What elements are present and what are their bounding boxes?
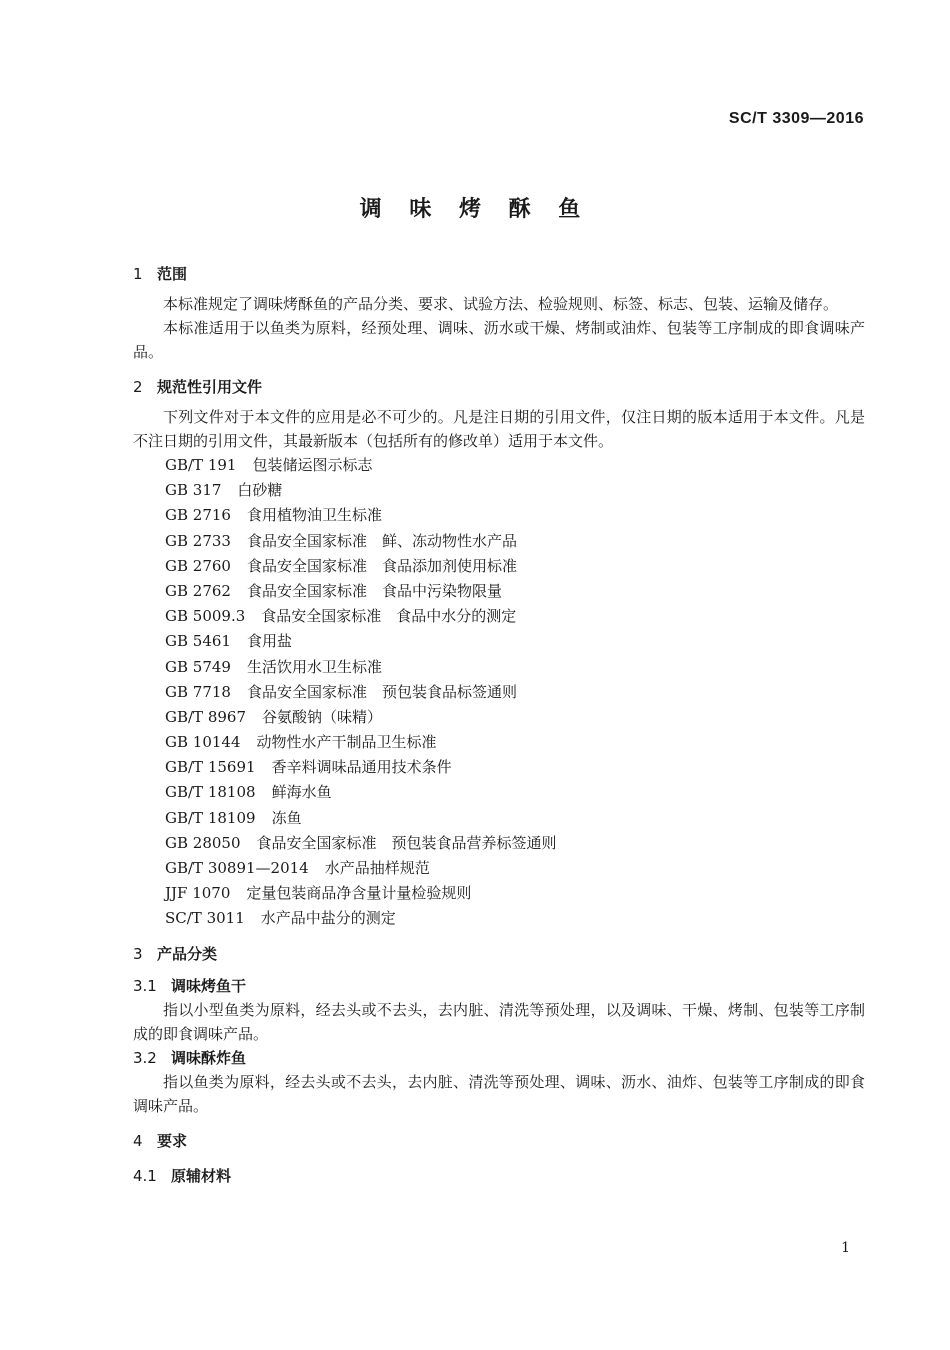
reference-title: 食品安全国家标准 食品中水分的测定 <box>261 607 517 626</box>
section-3-heading <box>133 942 865 966</box>
reference-item <box>133 529 865 554</box>
reference-item <box>133 780 865 805</box>
reference-code: GB 7718 <box>165 682 231 701</box>
reference-title: 食用盐 <box>246 632 292 651</box>
subsection-title: 原辅材料 <box>171 1166 232 1185</box>
reference-code: GB/T 15691 <box>165 758 256 777</box>
section-number: 1 <box>133 265 143 283</box>
reference-code: GB 2733 <box>165 531 231 550</box>
reference-title: 食品安全国家标准 预包装食品标签通则 <box>246 682 517 701</box>
reference-title: 冻鱼 <box>271 808 302 827</box>
reference-title: 食品安全国家标准 鲜、冻动物性水产品 <box>246 531 517 550</box>
reference-item <box>133 755 865 780</box>
reference-code: GB/T 18109 <box>165 808 256 827</box>
subsection-title: 调味酥炸鱼 <box>171 1048 247 1067</box>
reference-code: GB 10144 <box>165 733 241 752</box>
section-title: 产品分类 <box>157 944 218 963</box>
reference-title: 谷氨酸钠（味精） <box>262 707 383 726</box>
paragraph: 本标准适用于以鱼类为原料，经预处理、调味、沥水或干燥、烤制或油炸、包装等工序制成的即食调味产品。 <box>133 319 865 361</box>
section-1-heading <box>133 262 865 286</box>
reference-item <box>133 831 865 856</box>
reference-title: 香辛料调味品通用技术条件 <box>271 758 452 777</box>
reference-item <box>133 856 865 881</box>
reference-code: GB/T 18108 <box>165 783 256 802</box>
reference-item <box>133 906 865 931</box>
reference-item <box>133 629 865 654</box>
paragraph: 下列文件对于本文件的应用是必不可少的。凡是注日期的引用文件，仅注日期的版本适用于本文件。凡是不注日期的引用文件，其最新版本（包括所有的修改单）适用于本文件。 <box>133 408 865 450</box>
reference-code: GB 28050 <box>165 833 241 852</box>
reference-code: GB/T 191 <box>165 456 237 474</box>
reference-title: 食用植物油卫生标准 <box>246 506 382 525</box>
reference-code: GB 317 <box>165 481 222 500</box>
reference-code: SC/T 3011 <box>165 909 245 928</box>
reference-code: GB 2760 <box>165 556 231 575</box>
reference-title: 生活饮用水卫生标准 <box>246 657 382 676</box>
document-body <box>133 262 865 1188</box>
page-number: 1 <box>841 1240 850 1256</box>
section-4-heading <box>133 1129 865 1153</box>
reference-title: 食品安全国家标准 食品中污染物限量 <box>246 581 502 600</box>
reference-title: 水产品中盐分的测定 <box>260 909 396 928</box>
reference-code: GB 2716 <box>165 506 231 525</box>
paragraph: 指以鱼类为原料，经去头或不去头，去内脏、清洗等预处理、调味、沥水、油炸、包装等工序制成的即食调味产品。 <box>133 1072 865 1115</box>
reference-item <box>133 604 865 629</box>
reference-item <box>133 806 865 831</box>
section-2-heading <box>133 375 865 399</box>
section-number: 2 <box>133 378 143 396</box>
reference-item <box>133 881 865 906</box>
paragraph: 指以小型鱼类为原料，经去头或不去头，去内脏、清洗等预处理，以及调味、干燥、烤制、包装等工序制成的即食调味产品。 <box>133 1000 865 1043</box>
reference-item <box>133 478 865 503</box>
reference-title: 白砂糖 <box>237 481 283 500</box>
reference-code: GB/T 30891—2014 <box>165 859 309 877</box>
reference-item <box>133 453 865 478</box>
reference-code: GB/T 8967 <box>165 707 247 726</box>
reference-code: GB 5749 <box>165 657 231 676</box>
section-number: 4 <box>133 1131 143 1150</box>
subsection-number: 4.1 <box>133 1166 157 1185</box>
subsection-number: 3.2 <box>133 1048 157 1067</box>
reference-code: JJF 1070 <box>165 884 231 903</box>
reference-item <box>133 503 865 528</box>
reference-title: 定量包装商品净含量计量检验规则 <box>246 884 472 903</box>
subsection-3-2-heading <box>133 1046 865 1070</box>
reference-code: GB 5461 <box>165 632 231 651</box>
reference-code: GB 2762 <box>165 581 231 600</box>
reference-item <box>133 730 865 755</box>
subsection-4-1-heading <box>133 1164 865 1188</box>
reference-list <box>133 453 865 932</box>
paragraph: 本标准规定了调味烤酥鱼的产品分类、要求、试验方法、检验规则、标签、标志、包装、运输及储存。 <box>163 295 839 313</box>
reference-title: 动物性水产干制品卫生标准 <box>256 733 437 752</box>
section-title: 范围 <box>157 265 188 283</box>
reference-title: 鲜海水鱼 <box>271 783 332 802</box>
reference-title: 食品安全国家标准 食品添加剂使用标准 <box>246 556 517 575</box>
reference-item <box>133 579 865 604</box>
reference-title: 包装储运图示标志 <box>252 456 373 474</box>
section-title: 规范性引用文件 <box>157 378 263 396</box>
subsection-3-1-heading <box>133 974 865 998</box>
section-title: 要求 <box>157 1131 188 1150</box>
reference-item <box>133 680 865 705</box>
section-number: 3 <box>133 944 143 963</box>
standard-code: SC/T 3309—2016 <box>728 110 864 127</box>
reference-code: GB 5009.3 <box>165 607 246 626</box>
reference-item <box>133 705 865 730</box>
reference-title: 食品安全国家标准 预包装食品营养标签通则 <box>256 833 557 852</box>
subsection-title: 调味烤鱼干 <box>171 976 247 995</box>
subsection-number: 3.1 <box>133 976 157 995</box>
document-title: 调 味 烤 酥 鱼 <box>359 197 591 222</box>
reference-item <box>133 554 865 579</box>
reference-item <box>133 655 865 680</box>
reference-title: 水产品抽样规范 <box>324 859 430 877</box>
